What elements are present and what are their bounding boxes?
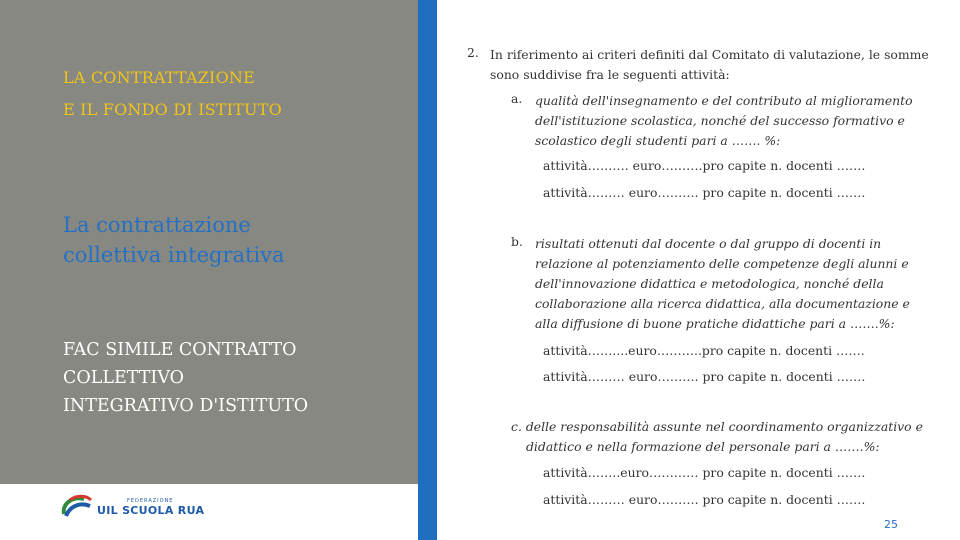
- point-b-line-1: risultati ottenuti dal docente o dal gruppo di docenti in: [535, 236, 882, 251]
- point-a-activity-2: attività……… euro………. pro capite n. docenti …….: [543, 185, 866, 200]
- fac-line-1: FAC SIMILE CONTRATTO: [63, 340, 297, 360]
- uil-scuola-logo: [60, 494, 204, 520]
- point-c-activity-2: attività……… euro………. pro capite n. docenti …….: [543, 492, 866, 507]
- point-b-text: [535, 234, 920, 334]
- fac-line-2: COLLETTIVO: [63, 368, 185, 388]
- heading-line-1: LA CONTRATTAZIONE: [63, 68, 255, 87]
- item-intro-line-1: In riferimento ai criteri definiti dal Comitato di valutazione, le somme: [490, 47, 929, 62]
- point-c-activity-1: attività……..euro………… pro capite n. docenti …….: [543, 465, 866, 480]
- point-a-line-2: dell'istituzione scolastica, nonché del successo formativo e: [535, 113, 905, 128]
- point-b-activity-1: attività……....euro………..pro capite n. docenti …….: [543, 343, 865, 358]
- point-b-activity-2: attività……… euro………. pro capite n. docenti …….: [543, 369, 866, 384]
- point-a-activity-1: attività………. euro……….pro capite n. docenti …….: [543, 158, 866, 173]
- subtitle-line-2: collettiva integrativa: [63, 243, 285, 267]
- point-b-line-3: dell'innovazione didattica e metodologica, nonché della: [535, 276, 884, 291]
- point-c-line-2: didattico e nella formazione del personale pari a …….%:: [526, 439, 880, 454]
- point-b-line-5: alla diffusione di buone pratiche didattiche pari a …….%:: [535, 316, 895, 331]
- item-intro-line-2: sono suddivise fra le seguenti attività:: [490, 67, 730, 82]
- fac-line-3: INTEGRATIVO D'ISTITUTO: [63, 396, 309, 416]
- fac-simile-label: [63, 336, 383, 420]
- point-a-label: a.: [511, 91, 523, 106]
- point-c-text: [511, 417, 931, 457]
- point-b-line-4: collaborazione alla ricerca didattica, alla documentazione e: [535, 296, 910, 311]
- logo-name: UIL SCUOLA RUA: [97, 503, 205, 517]
- point-b-line-2: relazione al potenziamento delle competenze degli alunni e: [535, 256, 909, 271]
- point-a-line-1: qualità dell'insegnamento e del contributo al miglioramento: [535, 93, 913, 108]
- point-a-text: [535, 91, 920, 151]
- logo-text: [97, 498, 204, 517]
- section-heading: [63, 62, 403, 126]
- point-c-line-1: c. delle responsabilità assunte nel coordinamento organizzativo e: [511, 419, 923, 434]
- item-intro: [490, 45, 930, 85]
- point-b-label: b.: [511, 234, 523, 249]
- logo-swirl-icon: [60, 494, 94, 520]
- heading-line-2: E IL FONDO DI ISTITUTO: [63, 100, 282, 119]
- page-number: 25: [884, 518, 898, 531]
- blue-accent-bar: [418, 0, 437, 540]
- logo-federazione: FEDERAZIONE: [127, 497, 174, 504]
- point-a-line-3: scolastico degli studenti pari a ……. %:: [535, 133, 781, 148]
- slide-subtitle: [63, 210, 403, 270]
- subtitle-line-1: La contrattazione: [63, 213, 251, 237]
- item-number: 2.: [467, 45, 479, 60]
